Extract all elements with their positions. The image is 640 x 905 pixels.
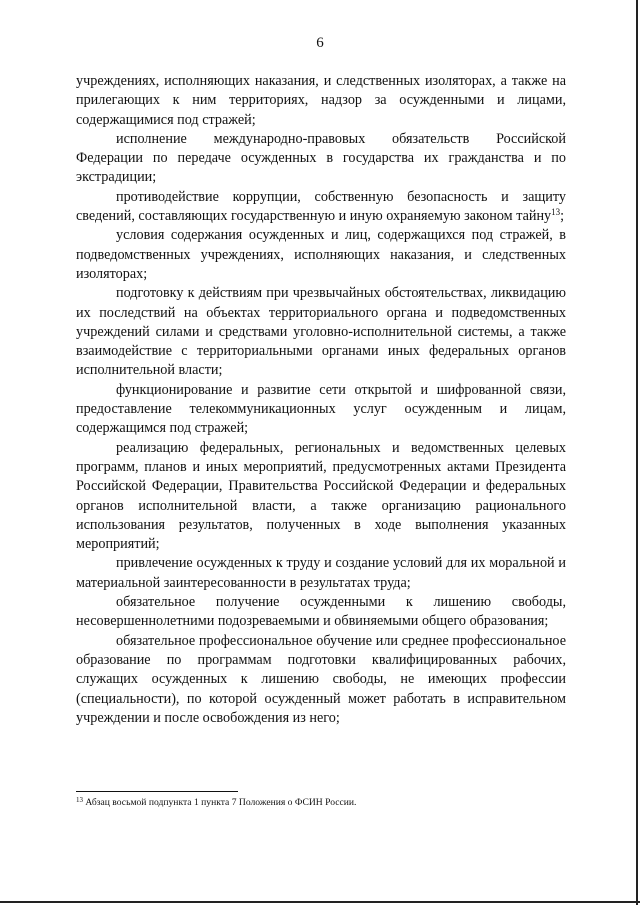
paragraph: реализацию федеральных, региональных и ведомственных целевых программ, планов и иных мероприятий, предусмотренных актами Президента Российской Федерации, Правительства Российской Федерации и федеральных органов исполнительной власти, а также организацию рационального использования результатов, полученных в ходе выполнения указанных мероприятий; bbox=[76, 439, 566, 553]
paragraph-text: противодействие коррупции, собственную безопасность и защиту сведений, составляющих государственную и иную охраняемую законом тайну bbox=[76, 188, 566, 225]
paragraph: обязательное получение осужденными к лишению свободы, несовершеннолетними подозреваемыми и обвиняемыми общего образования; bbox=[76, 594, 566, 630]
paragraph bbox=[76, 188, 566, 227]
footnote-text: Абзац восьмой подпункта 1 пункта 7 Положения о ФСИН России. bbox=[85, 797, 357, 808]
paragraph: функционирование и развитие сети открытой и шифрованной связи, предоставление телекоммуникационных услуг осужденным и лицам, содержащимся под стражей; bbox=[76, 381, 566, 437]
document-body bbox=[76, 72, 566, 728]
paragraph: условия содержания осужденных и лиц, содержащихся под стражей, в подведомственных учреждениях, исполняющих наказания, и следственных изоляторах; bbox=[76, 227, 566, 282]
paragraph: обязательное профессиональное обучение или среднее профессиональное образование по программам подготовки квалифицированных рабочих, служащих осужденных к лишению свободы, не имеющих профессии (специальности), по которой осужденный может работать в исправительном учреждении и после освобождения из него; bbox=[76, 632, 566, 726]
paragraph: исполнение международно-правовых обязательств Российской Федерации по передаче осужденных в государства их гражданства и по экстрадиции; bbox=[76, 130, 566, 186]
footnote bbox=[76, 797, 566, 809]
paragraph: привлечение осужденных к труду и создание условий для их моральной и материальной заинтересованности в результатах труда; bbox=[76, 555, 566, 591]
paragraph: учреждениях, исполняющих наказания, и следственных изоляторах, а также на прилегающих к ним территориях, надзор за осужденными и лицами, содержащимися под стражей; bbox=[76, 73, 566, 128]
page-edge-bottom bbox=[0, 901, 640, 903]
footnote-number: 13 bbox=[76, 796, 83, 804]
page-number: 6 bbox=[316, 35, 324, 51]
page-edge-right bbox=[636, 0, 638, 905]
footnote-divider bbox=[76, 791, 238, 792]
footnote-reference[interactable]: 13 bbox=[551, 207, 561, 218]
paragraph-tail: ; bbox=[560, 208, 565, 225]
paragraph: подготовку к действиям при чрезвычайных обстоятельствах, ликвидацию их последствий на объектах территориального органа и подведомственных учреждений силами и средствами уголовно-исполнительной системы, а также взаимодействие с территориальными органами иных федеральных органов исполнительной власти; bbox=[76, 285, 566, 379]
